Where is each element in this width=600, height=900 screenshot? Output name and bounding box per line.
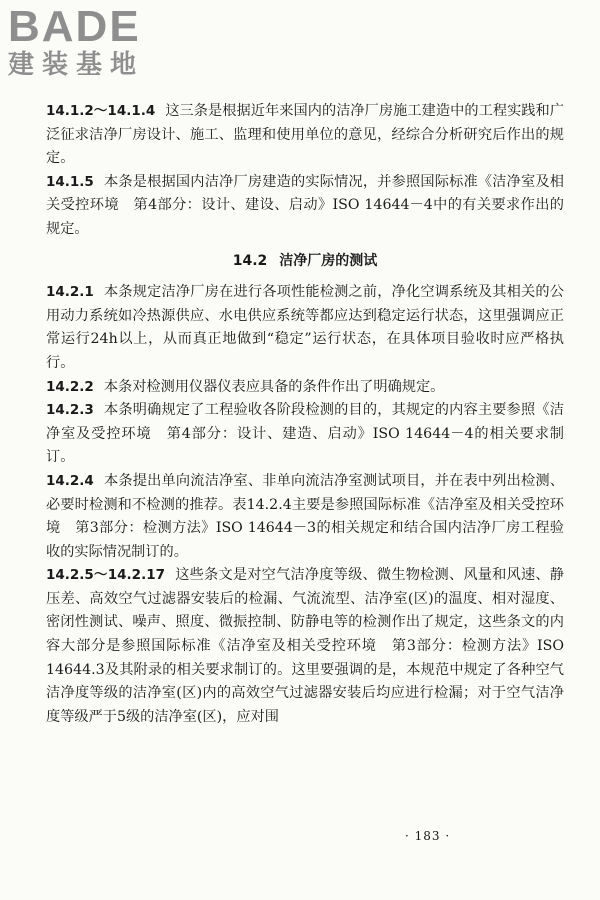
clause-paragraph [46,564,564,729]
clause-paragraph [46,100,564,171]
clause-paragraph [46,171,564,242]
section-heading [46,250,564,274]
clause-number: 14.2.5～14.2.17 [46,567,165,584]
clause-number: 14.2.3 [46,402,94,419]
clause-text: 本条明确规定了工程验收各阶段检测的目的，其规定的内容主要参照《洁净室及受控环境 第4部分：设计、建造、启动》ISO 14644－4的相关要求制订。 [46,402,564,466]
clause-number: 14.2.1 [46,284,94,301]
page-number: · 183 · [405,829,451,843]
section-title-text: 洁净厂房的测试 [279,252,378,269]
clause-paragraph [46,281,564,375]
clause-text: 本条是根据国内洁净厂房建造的实际情况，并参照国际标准《洁净室及相关受控环境 第4部分：设计、建设、启动》ISO 14644－4中的有关要求作出的规定。 [46,173,564,237]
clause-number: 14.2.4 [46,472,94,489]
site-logo [8,4,178,80]
clause-number: 14.2.2 [46,378,94,395]
section-number: 14.2 [232,252,268,269]
clause-paragraph [46,470,564,564]
logo-subtitle: 建装基地 [8,50,145,80]
clause-text: 本条对检测用仪器仪表应具备的条件作出了明确规定。 [103,378,445,395]
clause-number: 14.1.5 [46,173,94,190]
clause-number: 14.1.2～14.1.4 [46,103,156,119]
clause-paragraph [46,399,564,470]
document-body [46,100,564,729]
clause-paragraph [46,376,564,400]
clause-text: 这些条文是对空气洁净度等级、微生物检测、风量和风速、静压差、高效空气过滤器安装后的检漏、气流流型、洁净室(区)的温度、相对湿度、密闭性测试、噪声、照度、微振控制、防静电等的检测作出了规定，这些条文的内容大部分是参照国际标准《洁净室及相关受控环境 第3部分：检测方法》ISO 14644.3及其附录的相关要求制订的。这里要强调的是，本规范中规定了各种空气洁净度等级的洁净室(区)内的高效空气过滤器安装后均应进行检漏；对于空气洁净度等级严于5级的洁净室(区)，应对围 [46,567,564,725]
clause-text: 本条规定洁净厂房在进行各项性能检测之前，净化空调系统及其相关的公用动力系统如冷热源供应、水电供应系统等都应达到稳定运行状态，这里强调应正常运行24h以上，从而真正地做到“稳定”运行状态，在具体项目验收时应严格执行。 [46,284,564,371]
clause-text: 本条提出单向流洁净室、非单向流洁净室测试项目，并在表中列出检测、必要时检测和不检测的推荐。表14.2.4主要是参照国际标准《洁净室及相关受控环境 第3部分：检测方法》ISO 14644－3的相关规定和结合国内洁净厂房工程验收的实际情况制订的。 [46,472,564,560]
clause-text: 这三条是根据近年来国内的洁净厂房施工建造中的工程实践和广泛征求洁净厂房设计、施工、监理和使用单位的意见，经综合分析研究后作出的规定。 [46,103,564,167]
logo-wordmark: BADE [8,2,141,51]
